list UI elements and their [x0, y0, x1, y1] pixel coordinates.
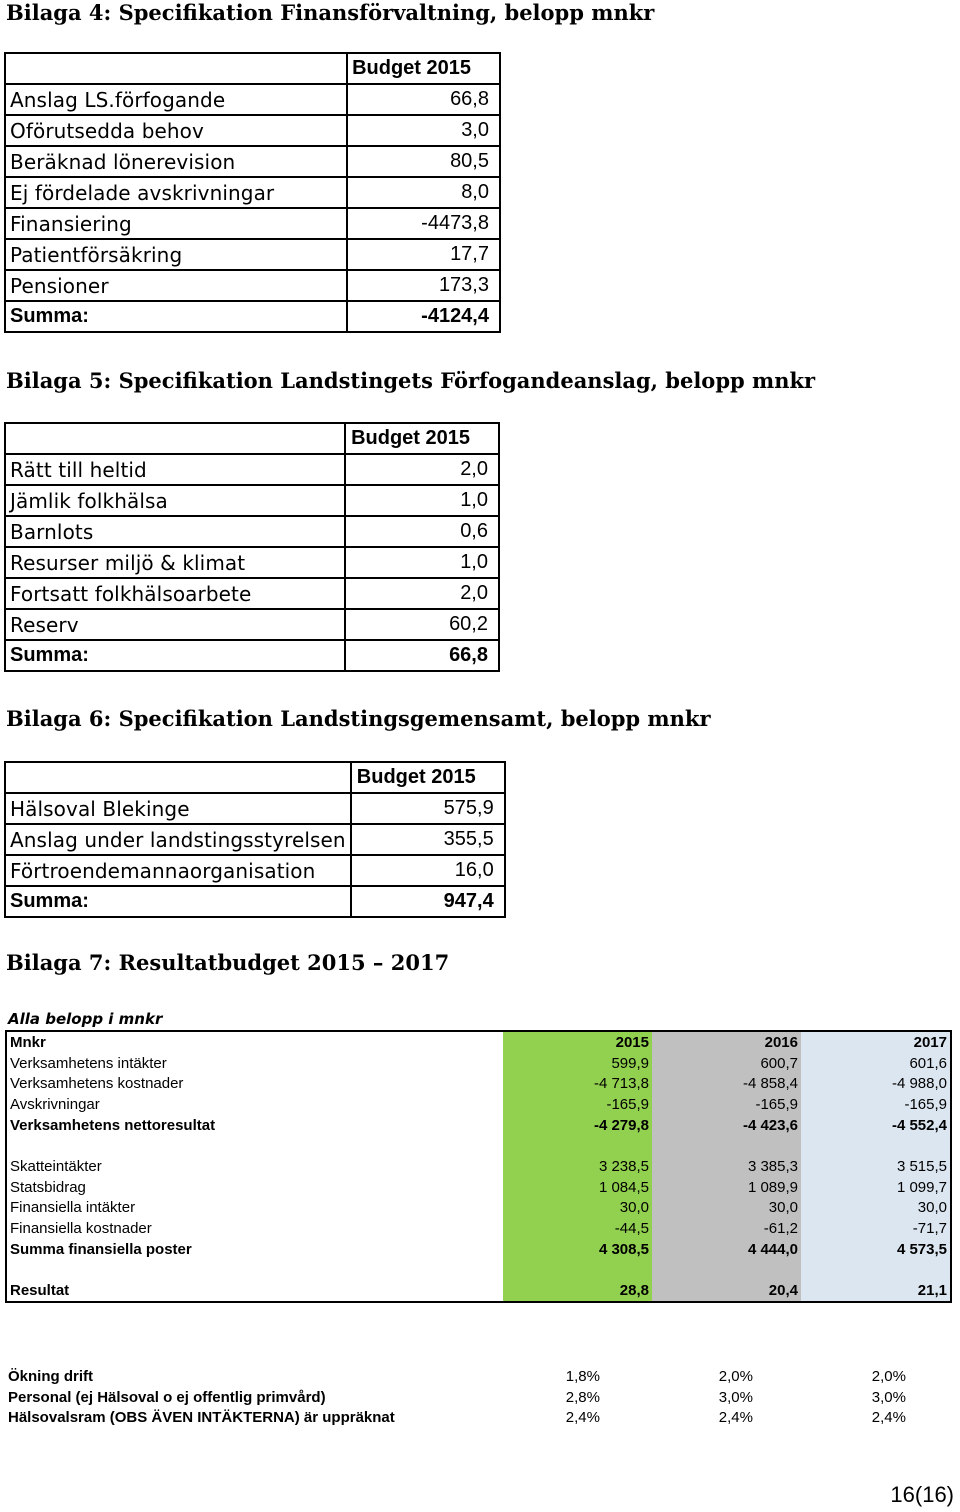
table-row — [5, 824, 505, 855]
header-label: Mnkr — [10, 1033, 46, 1051]
percent-row — [5, 1387, 906, 1408]
header-2016: 2016 — [652, 1031, 801, 1053]
table-row — [6, 1053, 951, 1074]
value-2017: -71,7 — [801, 1218, 951, 1239]
result-budget-table — [5, 1030, 952, 1303]
row-value: -4473,8 — [347, 208, 500, 239]
header-empty-cell — [5, 423, 345, 454]
bilaga5-title: Bilaga 5: Specifikation Landstingets Förfogandeanslag, belopp mnkr — [6, 368, 816, 393]
column-header: Budget 2015 — [345, 423, 499, 454]
table-row — [5, 485, 499, 516]
row-label: Resultat — [10, 1282, 70, 1300]
value-2016 — [652, 1260, 801, 1281]
percent-row — [5, 1407, 906, 1428]
percent-label: Personal (ej Hälsoval o ej offentlig primvård) — [8, 1388, 326, 1406]
table-row — [5, 208, 500, 239]
table-row — [5, 793, 505, 824]
column-header: Budget 2015 — [347, 53, 500, 84]
sum-row — [5, 640, 499, 671]
percent-value: 2,0% — [871, 1367, 906, 1385]
bilaga4-title: Bilaga 4: Specifikation Finansförvaltning, belopp mnkr — [6, 0, 655, 25]
value-2017: 4 573,5 — [801, 1239, 951, 1260]
percent-value: 2,4% — [871, 1409, 906, 1427]
table-row — [5, 270, 500, 301]
row-label: Finansiella kostnader — [10, 1220, 152, 1238]
value-2017 — [801, 1260, 951, 1281]
table-row — [6, 1218, 951, 1239]
bilaga4-table — [4, 52, 501, 333]
column-header: Budget 2015 — [351, 762, 505, 793]
table-row — [6, 1198, 951, 1219]
table-row — [6, 1260, 951, 1281]
row-label: Ej fördelade avskrivningar — [5, 177, 347, 208]
row-label: Patientförsäkring — [5, 239, 347, 270]
bilaga6-title: Bilaga 6: Specifikation Landstingsgemensamt, belopp mnkr — [6, 706, 711, 731]
row-label: Skatteintäkter — [10, 1157, 102, 1175]
row-value: 1,0 — [345, 547, 499, 578]
row-label: Verksamhetens kostnader — [10, 1075, 184, 1093]
sum-value: 947,4 — [351, 886, 505, 917]
table-row — [5, 84, 500, 115]
value-2016: -165,9 — [652, 1094, 801, 1115]
value-2016: 30,0 — [652, 1198, 801, 1219]
percent-value: 3,0% — [871, 1388, 906, 1406]
bilaga7-title: Bilaga 7: Resultatbudget 2015 – 2017 — [6, 950, 450, 975]
table-row — [6, 1239, 951, 1260]
row-label: Beräknad lönerevision — [5, 146, 347, 177]
sum-row — [5, 301, 500, 332]
value-2015: 30,0 — [503, 1198, 652, 1219]
percent-value: 1,8% — [565, 1367, 600, 1385]
row-label: Rätt till heltid — [5, 454, 345, 485]
row-value: 0,6 — [345, 516, 499, 547]
sum-label: Summa: — [5, 886, 351, 917]
row-value: 3,0 — [347, 115, 500, 146]
row-value: 2,0 — [345, 454, 499, 485]
value-2016 — [652, 1135, 801, 1156]
value-2015: -4 713,8 — [503, 1073, 652, 1094]
row-label: Anslag under landstingsstyrelsen — [5, 824, 351, 855]
row-label: Anslag LS.förfogande — [5, 84, 347, 115]
table-row — [6, 1115, 951, 1136]
percent-label: Ökning drift — [8, 1367, 93, 1385]
table-row — [5, 578, 499, 609]
table-row — [6, 1073, 951, 1094]
percent-value: 2,0% — [718, 1367, 753, 1385]
value-2015: -44,5 — [503, 1218, 652, 1239]
row-value: 60,2 — [345, 609, 499, 640]
sum-label: Summa: — [5, 640, 345, 671]
value-2016: -61,2 — [652, 1218, 801, 1239]
table-row — [6, 1280, 951, 1302]
row-label: Oförutsedda behov — [5, 115, 347, 146]
row-value: 80,5 — [347, 146, 500, 177]
value-2015: 1 084,5 — [503, 1177, 652, 1198]
row-label: Avskrivningar — [10, 1095, 100, 1113]
value-2016: 20,4 — [652, 1280, 801, 1302]
header-2015: 2015 — [503, 1031, 652, 1053]
header-empty-cell — [5, 762, 351, 793]
row-label: Finansiering — [5, 208, 347, 239]
sum-label: Summa: — [5, 301, 347, 332]
value-2017: -4 552,4 — [801, 1115, 951, 1136]
table-row — [6, 1177, 951, 1198]
row-value: 66,8 — [347, 84, 500, 115]
page-number: 16(16) — [890, 1482, 954, 1507]
table-row — [5, 177, 500, 208]
value-2015: 599,9 — [503, 1053, 652, 1074]
value-2017: -4 988,0 — [801, 1073, 951, 1094]
value-2016: 600,7 — [652, 1053, 801, 1074]
table-row — [6, 1094, 951, 1115]
row-label: Pensioner — [5, 270, 347, 301]
row-label: Hälsoval Blekinge — [5, 793, 351, 824]
value-2017: 1 099,7 — [801, 1177, 951, 1198]
value-2015: 4 308,5 — [503, 1239, 652, 1260]
sum-value: -4124,4 — [347, 301, 500, 332]
row-label: Statsbidrag — [10, 1178, 86, 1196]
row-value: 173,3 — [347, 270, 500, 301]
percent-value: 3,0% — [718, 1388, 753, 1406]
row-label: Barnlots — [5, 516, 345, 547]
row-value: 8,0 — [347, 177, 500, 208]
row-value: 2,0 — [345, 578, 499, 609]
value-2017: 21,1 — [801, 1280, 951, 1302]
row-label: Reserv — [5, 609, 345, 640]
table-row — [5, 609, 499, 640]
row-value: 17,7 — [347, 239, 500, 270]
row-label: Jämlik folkhälsa — [5, 485, 345, 516]
sum-value: 66,8 — [345, 640, 499, 671]
sum-row — [5, 886, 505, 917]
percent-value: 2,4% — [718, 1409, 753, 1427]
table-row — [6, 1135, 951, 1156]
percent-table — [5, 1366, 906, 1428]
value-2017 — [801, 1135, 951, 1156]
value-2015 — [503, 1135, 652, 1156]
row-label: Summa finansiella poster — [10, 1240, 192, 1258]
table-row — [5, 454, 499, 485]
row-label: Finansiella intäkter — [10, 1199, 136, 1217]
bilaga5-table — [4, 422, 500, 672]
percent-label: Hälsovalsram (OBS ÄVEN INTÄKTERNA) är uppräknat — [8, 1409, 395, 1427]
value-2016: 4 444,0 — [652, 1239, 801, 1260]
row-label: Förtroendemannaorganisation — [5, 855, 351, 886]
value-2017: 601,6 — [801, 1053, 951, 1074]
table-row — [5, 855, 505, 886]
table-row — [5, 239, 500, 270]
value-2015: 3 238,5 — [503, 1156, 652, 1177]
value-2016: 3 385,3 — [652, 1156, 801, 1177]
value-2016: -4 423,6 — [652, 1115, 801, 1136]
percent-value: 2,8% — [565, 1388, 600, 1406]
bilaga6-table — [4, 761, 506, 918]
value-2015: -4 279,8 — [503, 1115, 652, 1136]
value-2017: 3 515,5 — [801, 1156, 951, 1177]
table-row — [5, 547, 499, 578]
percent-value: 2,4% — [565, 1409, 600, 1427]
table-row — [6, 1156, 951, 1177]
table-row — [5, 146, 500, 177]
value-2016: -4 858,4 — [652, 1073, 801, 1094]
value-2015 — [503, 1260, 652, 1281]
value-2015: -165,9 — [503, 1094, 652, 1115]
amount-note: Alla belopp i mnkr — [8, 1010, 163, 1028]
row-label: Resurser miljö & klimat — [5, 547, 345, 578]
row-value: 355,5 — [351, 824, 505, 855]
row-label — [6, 1135, 503, 1156]
row-label — [6, 1260, 503, 1281]
value-2016: 1 089,9 — [652, 1177, 801, 1198]
value-2015: 28,8 — [503, 1280, 652, 1302]
table-header-row — [6, 1031, 951, 1053]
table-row — [5, 516, 499, 547]
header-2017: 2017 — [801, 1031, 951, 1053]
row-label: Verksamhetens nettoresultat — [10, 1116, 216, 1134]
header-empty-cell — [5, 53, 347, 84]
row-label: Verksamhetens intäkter — [10, 1054, 167, 1072]
row-label: Fortsatt folkhälsoarbete — [5, 578, 345, 609]
value-2017: 30,0 — [801, 1198, 951, 1219]
value-2017: -165,9 — [801, 1094, 951, 1115]
row-value: 16,0 — [351, 855, 505, 886]
row-value: 575,9 — [351, 793, 505, 824]
row-value: 1,0 — [345, 485, 499, 516]
table-row — [5, 115, 500, 146]
percent-row — [5, 1366, 906, 1387]
